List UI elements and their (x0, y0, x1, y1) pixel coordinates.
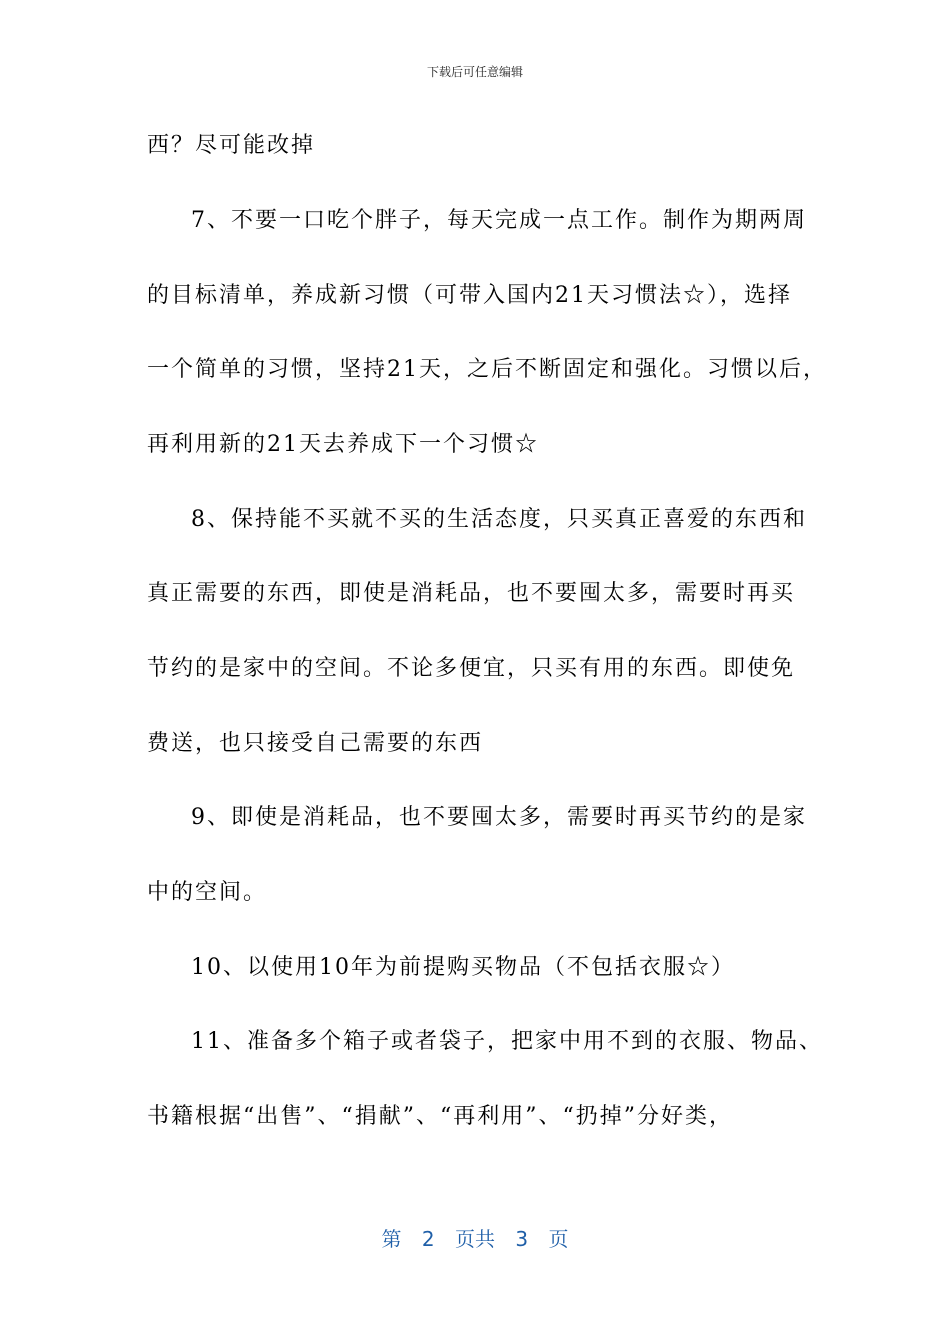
page-number-footer (0, 1225, 950, 1253)
text-line: 中的空间。 (147, 880, 268, 905)
footer-ye: 页 (548, 1227, 569, 1251)
current-page-number: 2 (421, 1227, 435, 1251)
text-line: 一个简单的习惯，坚持21天，之后不断固定和强化。习惯以后， (147, 357, 827, 382)
text-line: 7、不要一口吃个胖子，每天完成一点工作。制作为期两周 (191, 208, 807, 233)
text-line: 西？尽可能改掉 (147, 133, 316, 158)
text-line: 11、准备多个箱子或者袋子，把家中用不到的衣服、物品、 (191, 1029, 823, 1054)
text-line: 9、即使是消耗品，也不要囤太多，需要时再买节约的是家 (191, 805, 807, 830)
text-line: 书籍根据“出售”、“捐献”、“再利用”、“扔掉”分好类， (147, 1104, 733, 1129)
text-line: 8、保持能不买就不买的生活态度，只买真正喜爱的东西和 (191, 507, 807, 532)
text-line: 节约的是家中的空间。不论多便宜，只买有用的东西。即使免 (147, 656, 796, 681)
text-line: 10、以使用10年为前提购买物品（不包括衣服☆） (191, 955, 735, 980)
footer-di: 第 (381, 1227, 402, 1251)
footer-ye-gong: 页共 (455, 1227, 495, 1251)
text-line: 真正需要的东西，即使是消耗品，也不要囤太多，需要时再买 (147, 581, 796, 606)
text-line: 费送，也只接受自己需要的东西 (147, 731, 484, 756)
text-line: 的目标清单，养成新习惯（可带入国内21天习惯法☆），选择 (147, 283, 792, 308)
page-header: 下载后可任意编辑 (426, 65, 523, 79)
text-line: 再利用新的21天去养成下一个习惯☆ (147, 432, 539, 457)
total-page-count: 3 (515, 1227, 529, 1251)
